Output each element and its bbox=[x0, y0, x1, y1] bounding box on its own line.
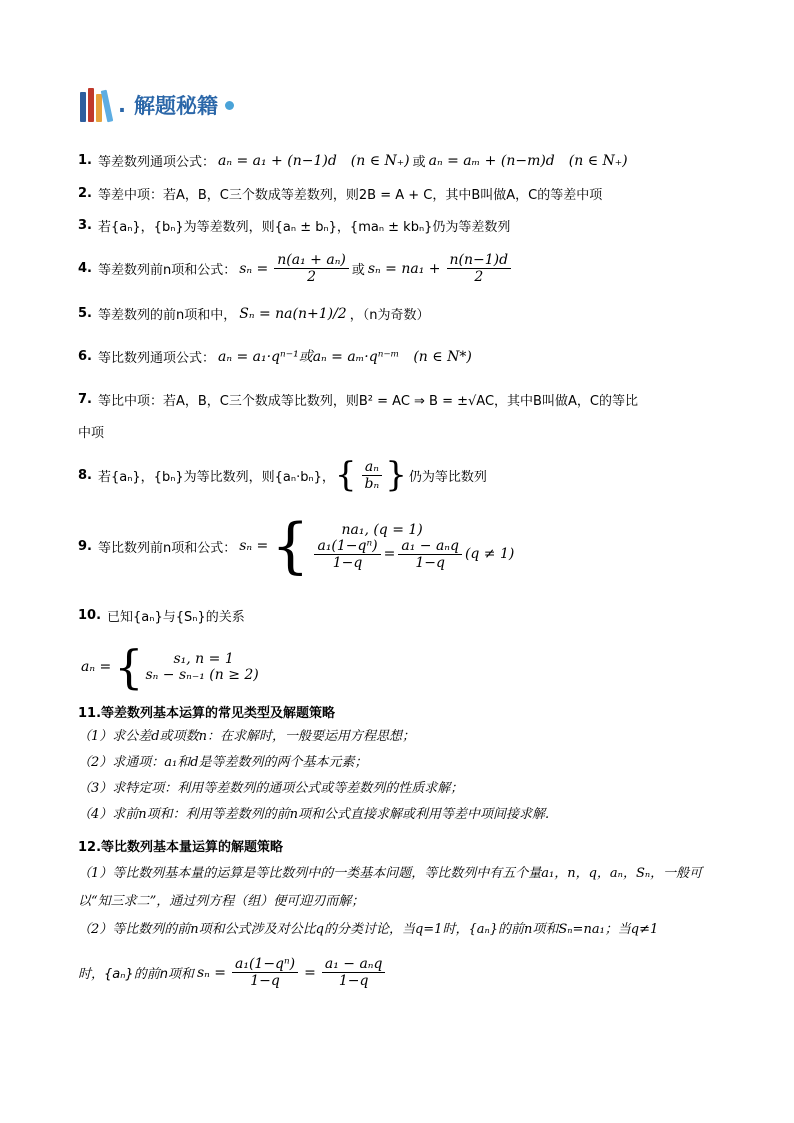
item-text: 等比中项：若A，B，C三个数成等比数列，则B² = AC ⇒ B = ±√AC，其中B叫做A，C的等比 bbox=[97, 394, 638, 409]
item-text: 若{aₙ}，{bₙ}为等差数列，则{aₙ ± bₙ}，{maₙ ± kbₙ}仍为等差数列 bbox=[97, 220, 511, 235]
item-number: 10. bbox=[78, 608, 102, 623]
section-prefix: . bbox=[118, 93, 126, 117]
item-5 bbox=[78, 304, 429, 323]
fraction bbox=[362, 459, 383, 492]
right-brace: } bbox=[385, 455, 407, 495]
item-6 bbox=[78, 346, 475, 366]
item-10 bbox=[78, 606, 245, 625]
formula: aₙ = bbox=[81, 659, 112, 675]
item-7-cont bbox=[78, 422, 104, 441]
item-number: 6. bbox=[78, 348, 92, 364]
item-text: 等差数列前n项和公式： bbox=[97, 263, 237, 278]
formula: sₙ = bbox=[196, 964, 226, 981]
item-number: 3. bbox=[78, 218, 92, 233]
item-number: 1. bbox=[78, 152, 92, 168]
list-item: （1）求公差d或项数n：在求解时，一般要运用方程思想； bbox=[78, 729, 415, 744]
item-text: 等差中项：若A，B，C三个数成等差数列，则2B = A + C，其中B叫做A，C的等差中项 bbox=[97, 188, 603, 203]
case-2: $\frac{\text{a₁(1−qⁿ)}}{1-q}$ = $\frac{\text{a₁ − aₙq}}{1-q}$ (q ≠ 1) bbox=[311, 538, 514, 571]
case-2: sₙ − sₙ₋₁ (n ≥ 2) bbox=[145, 667, 259, 683]
formula: aₙ = a₁ + (n−1)d (n ∈ N₊) bbox=[218, 153, 410, 169]
list-item: （4）求前n项和：利用等差数列的前n项和公式直接求解或利用等差中项间接求解. bbox=[78, 807, 550, 822]
item-text: 等比数列前n项和公式： bbox=[97, 540, 237, 556]
item-2 bbox=[78, 184, 602, 203]
item-text: 等差数列的前n项和中， bbox=[97, 308, 237, 323]
item-1 bbox=[78, 150, 631, 170]
section-12-p2: （2）等比数列的前n项和公式涉及对公比q的分类讨论，当q=1时，{aₙ}的前n项和Sₙ=na₁；当q≠1 bbox=[78, 922, 659, 937]
numerator: n(a₁ + aₙ) bbox=[274, 252, 349, 269]
formula: aₙ = a₁·qⁿ⁻¹或aₙ = aₘ·qⁿ⁻ᵐ (n ∈ N*) bbox=[218, 349, 472, 365]
item-text: ，（n为奇数） bbox=[349, 308, 430, 323]
item-9 bbox=[78, 511, 515, 581]
cases bbox=[311, 522, 514, 571]
fraction bbox=[274, 252, 349, 285]
denominator: 2 bbox=[474, 269, 484, 285]
item-number: 9. bbox=[78, 538, 92, 554]
cases bbox=[145, 651, 258, 683]
case-1: na₁, (q = 1) bbox=[341, 521, 423, 538]
numerator: n(n−1)d bbox=[447, 252, 512, 269]
formula: sₙ = na₁ + bbox=[367, 260, 441, 277]
formula: sₙ = bbox=[239, 260, 269, 277]
item-number: 4. bbox=[78, 261, 92, 276]
item-text: 若{aₙ}，{bₙ}为等比数列，则{aₙ·bₙ}， bbox=[97, 469, 335, 485]
item-8 bbox=[78, 455, 487, 495]
item-3 bbox=[78, 216, 510, 235]
fraction bbox=[447, 252, 512, 285]
numerator: a₁ − aₙq bbox=[398, 538, 462, 555]
dot-icon bbox=[225, 101, 234, 110]
left-brace: { bbox=[114, 640, 144, 694]
equals: = bbox=[304, 964, 316, 981]
item-4 bbox=[78, 252, 514, 285]
denominator: bₙ bbox=[364, 475, 380, 492]
books-icon bbox=[80, 88, 110, 122]
condition: (q ≠ 1) bbox=[464, 546, 515, 562]
numerator: a₁(1−qⁿ) bbox=[232, 956, 298, 973]
denominator: 1−q bbox=[250, 973, 280, 989]
section-11-title: 11.等差数列基本运算的常见类型及解题策略 bbox=[78, 706, 336, 721]
item-number: 2. bbox=[78, 186, 92, 201]
left-brace: { bbox=[271, 511, 310, 581]
item-text: 仍为等比数列 bbox=[408, 469, 487, 485]
item-text: 或 bbox=[412, 154, 426, 170]
section-title: 解题秘籍 bbox=[133, 94, 218, 118]
item-text: 等差数列通项公式： bbox=[97, 154, 215, 170]
fraction bbox=[322, 956, 386, 989]
item-7 bbox=[78, 390, 638, 409]
fraction bbox=[314, 538, 380, 571]
left-brace: { bbox=[334, 455, 357, 495]
item-text: 等比数列通项公式： bbox=[97, 350, 215, 366]
list-item: （2）求通项：a₁和d是等差数列的两个基本元素； bbox=[78, 755, 368, 770]
formula: aₙ = aₘ + (n−m)d (n ∈ N₊) bbox=[428, 153, 628, 169]
item-text: 时，{aₙ}的前n项和 bbox=[78, 967, 194, 982]
case-1: s₁, n = 1 bbox=[173, 651, 234, 667]
denominator: 1−q bbox=[332, 554, 363, 571]
item-10-formula bbox=[78, 640, 259, 694]
item-text: 已知{aₙ}与{Sₙ}的关系 bbox=[107, 610, 245, 625]
denominator: 1−q bbox=[415, 554, 445, 571]
denominator: 1−q bbox=[338, 973, 369, 989]
numerator: a₁(1−qⁿ) bbox=[314, 538, 380, 555]
formula: sₙ = bbox=[239, 538, 269, 554]
numerator: a₁ − aₙq bbox=[322, 956, 386, 973]
denominator: 2 bbox=[307, 269, 317, 285]
formula: Sₙ = na(n+1)/2 bbox=[239, 305, 347, 322]
item-number: 7. bbox=[78, 392, 92, 407]
section-12-title: 12.等比数列基本量运算的解题策略 bbox=[78, 840, 284, 855]
item-text: 中项 bbox=[78, 426, 105, 441]
fraction bbox=[398, 538, 462, 571]
section-header bbox=[80, 88, 234, 122]
numerator: aₙ bbox=[362, 459, 382, 476]
section-11-body bbox=[78, 724, 718, 828]
fraction bbox=[232, 956, 298, 989]
item-text: 或 bbox=[351, 263, 365, 278]
section-12-p1: （1）等比数列基本量的运算是等比数列中的一类基本问题，等比数列中有五个量a₁，n，q，aₙ，Sₙ，一般可以“知三求二”，通过列方程（组）便可迎刃而解； bbox=[78, 866, 703, 909]
item-number: 5. bbox=[78, 306, 92, 321]
item-number: 8. bbox=[78, 467, 92, 483]
list-item: （3）求特定项：利用等差数列的通项公式或等差数列的性质求解； bbox=[78, 781, 464, 796]
section-12-p3 bbox=[78, 956, 388, 989]
